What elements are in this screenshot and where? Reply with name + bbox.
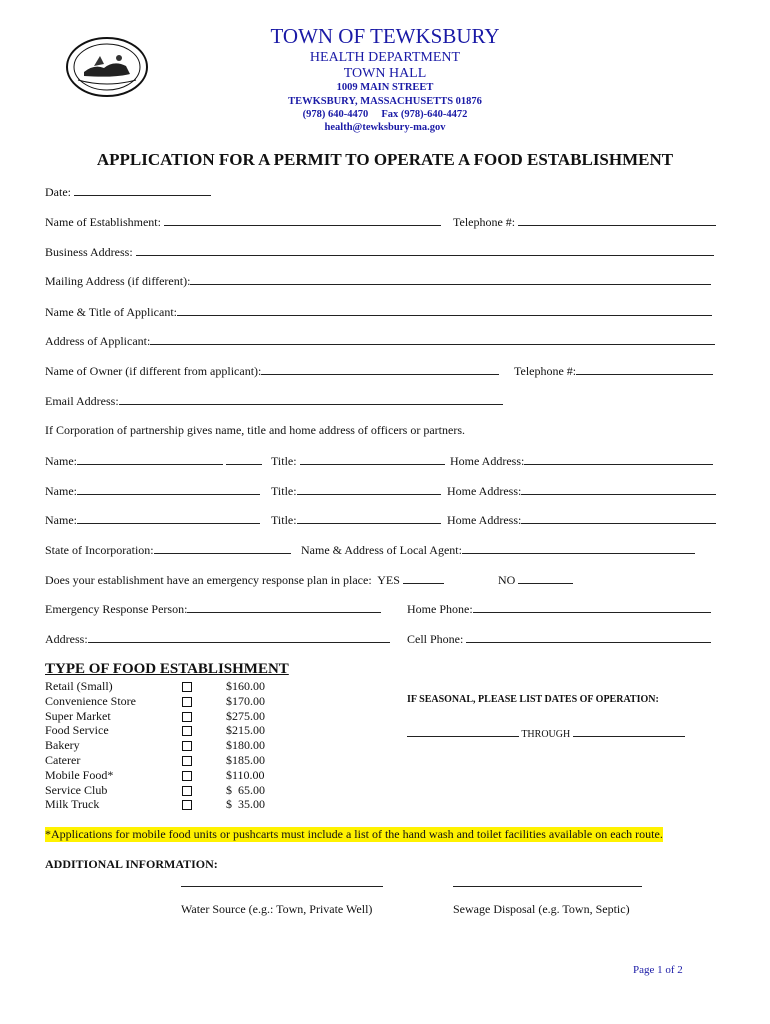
- food-type-checkbox[interactable]: [182, 712, 192, 722]
- cell-phone-field[interactable]: [407, 631, 711, 647]
- emergency-person-label: Emergency Response Person:: [45, 602, 188, 616]
- no-label: NO: [498, 573, 516, 587]
- local-agent-label: Name & Address of Local Agent:: [301, 543, 462, 557]
- food-type-label: Mobile Food*: [45, 767, 114, 782]
- officer-name-1[interactable]: [45, 453, 262, 469]
- home-phone-field[interactable]: [407, 601, 711, 617]
- food-type-fee: $170.00: [226, 693, 265, 708]
- mailing-address-field[interactable]: [45, 273, 711, 289]
- food-type-fee: $180.00: [226, 738, 265, 753]
- name-label: Name:: [45, 484, 77, 498]
- mobile-food-note: *Applications for mobile food units or pushcarts must include a list of the hand wash and toilet facilities available on each route.: [45, 827, 663, 841]
- email-field[interactable]: [45, 393, 503, 409]
- establishment-field[interactable]: [45, 214, 441, 230]
- telephone-field[interactable]: [453, 214, 716, 230]
- food-type-label: Convenience Store: [45, 693, 136, 708]
- seasonal-label: IF SEASONAL, PLEASE LIST DATES OF OPERATION:: [407, 694, 659, 705]
- officer-home-address-2[interactable]: [447, 483, 716, 499]
- food-type-heading: TYPE OF FOOD ESTABLISHMENT: [45, 661, 289, 677]
- food-type-checkbox[interactable]: [182, 726, 192, 736]
- food-type-checkbox[interactable]: [182, 756, 192, 766]
- officer-title-2[interactable]: [271, 483, 441, 499]
- page-number: Page 1 of 2: [633, 964, 683, 976]
- officer-home-address-3[interactable]: [447, 512, 716, 528]
- food-type-label: Super Market: [45, 708, 111, 723]
- mailing-address-label: Mailing Address (if different):: [45, 274, 191, 288]
- date-label: Date:: [45, 185, 71, 199]
- document-title: APPLICATION FOR A PERMIT TO OPERATE A FOOD ESTABLISHMENT: [96, 150, 674, 169]
- applicant-name-field[interactable]: [45, 304, 712, 320]
- title-label: Title:: [271, 513, 297, 527]
- food-type-checkbox[interactable]: [182, 741, 192, 751]
- town-hall: TOWN HALL: [343, 66, 427, 81]
- emergency-plan-question: Does your establishment have an emergency response plan in place: YES: [45, 572, 444, 588]
- email-label: Email Address:: [45, 394, 119, 408]
- corporation-note: If Corporation of partnership gives name, title and home address of officers or partners.: [45, 423, 465, 437]
- officer-name-3[interactable]: [45, 512, 260, 528]
- water-source-line[interactable]: [181, 886, 383, 887]
- food-type-checkbox[interactable]: [182, 697, 192, 707]
- incorporation-field[interactable]: [45, 542, 291, 558]
- emergency-person-field[interactable]: [45, 601, 381, 617]
- street-address: 1009 MAIN STREET: [336, 82, 434, 93]
- business-address-label: Business Address:: [45, 245, 133, 259]
- yes-label: YES: [377, 573, 400, 587]
- telephone-label: Telephone #:: [453, 215, 516, 229]
- food-type-fee: $160.00: [226, 679, 265, 693]
- officer-name-2[interactable]: [45, 483, 260, 499]
- phone-fax: (978) 640-4470 Fax (978)-640-4472: [302, 109, 468, 120]
- establishment-label: Name of Establishment:: [45, 215, 161, 229]
- owner-telephone-label: Telephone #:: [514, 364, 577, 378]
- food-type-fee: $275.00: [226, 708, 265, 723]
- home-address-label: Home Address:: [447, 513, 522, 527]
- local-agent-field[interactable]: [301, 542, 695, 558]
- through-label: THROUGH: [521, 729, 571, 740]
- owner-name-field[interactable]: [45, 363, 499, 379]
- food-type-fee: $ 65.00: [226, 782, 265, 797]
- home-address-label: Home Address:: [450, 454, 525, 468]
- business-address-field[interactable]: [45, 244, 714, 260]
- food-type-fee: $215.00: [226, 723, 265, 738]
- name-label: Name:: [45, 454, 77, 468]
- food-type-fee: $ 35.00: [226, 797, 265, 812]
- additional-info-heading: ADDITIONAL INFORMATION:: [45, 857, 218, 871]
- sewage-line[interactable]: [453, 886, 642, 887]
- department: HEALTH DEPARTMENT: [309, 50, 461, 65]
- town-name: TOWN OF TEWKSBURY: [270, 24, 500, 48]
- food-type-label: Milk Truck: [45, 797, 100, 812]
- food-type-label: Service Club: [45, 782, 108, 797]
- applicant-address-field[interactable]: [45, 333, 715, 349]
- owner-name-label: Name of Owner (if different from applicant):: [45, 364, 262, 378]
- sewage-label: Sewage Disposal (e.g. Town, Septic): [453, 902, 630, 916]
- food-type-checkbox[interactable]: [182, 786, 192, 796]
- food-type-fee: $110.00: [226, 767, 265, 782]
- city-address: TEWKSBURY, MASSACHUSETTS 01876: [288, 96, 482, 107]
- food-type-label: Retail (Small): [45, 679, 113, 693]
- yes-blank[interactable]: [403, 572, 444, 584]
- food-type-checkbox[interactable]: [182, 682, 192, 692]
- food-type-label: Caterer: [45, 753, 81, 767]
- date-field[interactable]: [45, 184, 211, 200]
- emergency-address-field[interactable]: [45, 631, 390, 647]
- water-source-label: Water Source (e.g.: Town, Private Well): [181, 902, 373, 916]
- title-label: Title:: [271, 454, 297, 468]
- title-label: Title:: [271, 484, 297, 498]
- food-type-label: Food Service: [45, 723, 109, 738]
- name-label: Name:: [45, 513, 77, 527]
- home-phone-label: Home Phone:: [407, 602, 473, 616]
- officer-title-3[interactable]: [271, 512, 441, 528]
- no-field[interactable]: [498, 572, 573, 588]
- cell-phone-label: Cell Phone:: [407, 632, 464, 646]
- owner-telephone-field[interactable]: [514, 363, 713, 379]
- food-type-checkbox[interactable]: [182, 771, 192, 781]
- applicant-address-label: Address of Applicant:: [45, 334, 151, 348]
- seasonal-dates[interactable]: [407, 725, 685, 740]
- seasonal-start-blank: [407, 725, 519, 737]
- food-type-label: Bakery: [45, 738, 80, 753]
- officer-home-address-1[interactable]: [450, 453, 713, 469]
- email-link[interactable]: health@tewksbury-ma.gov: [324, 122, 446, 133]
- home-address-label: Home Address:: [447, 484, 522, 498]
- officer-title-1[interactable]: [271, 453, 445, 469]
- food-type-fee: $185.00: [226, 753, 265, 767]
- food-type-checkbox[interactable]: [182, 800, 192, 810]
- seasonal-end-blank: [573, 725, 685, 737]
- applicant-name-label: Name & Title of Applicant:: [45, 305, 177, 319]
- incorporation-label: State of Incorporation:: [45, 543, 154, 557]
- address-label: Address:: [45, 632, 88, 646]
- town-seal-logo: [64, 36, 150, 98]
